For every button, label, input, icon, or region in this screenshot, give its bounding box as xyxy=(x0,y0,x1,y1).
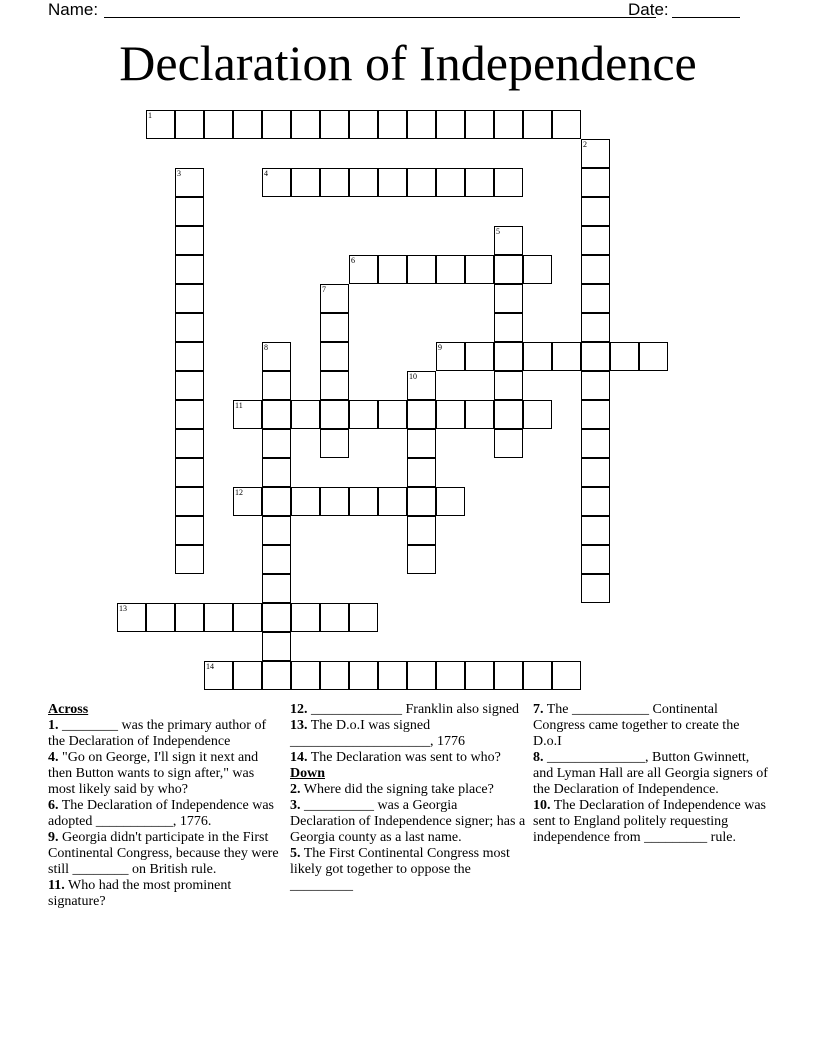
clue-number: 7 xyxy=(322,285,326,294)
grid-cell[interactable] xyxy=(465,400,494,429)
clue-down-8: 8. ______________, Button Gwinnett, and Lyman Hall are all Georgia signers of the Declaration of Independence. xyxy=(533,750,768,797)
grid-cell[interactable] xyxy=(349,400,378,429)
grid-cell[interactable] xyxy=(175,197,204,226)
clue-number: 9 xyxy=(438,343,442,352)
grid-cell[interactable] xyxy=(378,110,407,139)
grid-cell[interactable] xyxy=(581,516,610,545)
grid-cell[interactable] xyxy=(581,139,610,168)
grid-cell[interactable] xyxy=(436,342,465,371)
grid-cell[interactable] xyxy=(581,197,610,226)
clues-column-2 xyxy=(290,702,526,894)
across-heading: Across xyxy=(48,702,89,717)
clue-number: 2 xyxy=(583,140,587,149)
grid-cell[interactable] xyxy=(320,400,349,429)
grid-cell[interactable] xyxy=(233,487,262,516)
grid-cell[interactable] xyxy=(639,342,668,371)
grid-cell[interactable] xyxy=(610,342,639,371)
grid-cell[interactable] xyxy=(262,429,291,458)
clue-number: 12 xyxy=(235,488,243,497)
grid-cell[interactable] xyxy=(494,342,523,371)
grid-cell[interactable] xyxy=(378,255,407,284)
grid-cell[interactable] xyxy=(175,400,204,429)
grid-cell[interactable] xyxy=(407,458,436,487)
grid-cell[interactable] xyxy=(581,400,610,429)
grid-cell[interactable] xyxy=(349,255,378,284)
clues-column-1 xyxy=(48,702,282,954)
clue-down-7: 7. The ___________ Continental Congress came together to create the D.o.I xyxy=(533,702,740,749)
grid-cell[interactable] xyxy=(465,255,494,284)
grid-cell[interactable] xyxy=(146,110,175,139)
grid-cell[interactable] xyxy=(581,255,610,284)
grid-cell[interactable] xyxy=(378,487,407,516)
grid-cell[interactable] xyxy=(233,400,262,429)
grid-cell[interactable] xyxy=(175,516,204,545)
grid-cell[interactable] xyxy=(349,603,378,632)
grid-cell[interactable] xyxy=(581,168,610,197)
grid-cell[interactable] xyxy=(494,400,523,429)
clue-number: 6 xyxy=(351,256,355,265)
grid-cell[interactable] xyxy=(407,168,436,197)
grid-cell[interactable] xyxy=(407,429,436,458)
grid-cell[interactable] xyxy=(494,110,523,139)
clue-across-9: 9. Georgia didn't participate in the First Continental Congress, because they were still ________ on British rule. xyxy=(48,830,279,877)
clue-number: 1 xyxy=(148,111,152,120)
grid-cell[interactable] xyxy=(407,487,436,516)
clue-across-11: 11. Who had the most prominent signature? xyxy=(48,878,232,909)
grid-cell[interactable] xyxy=(175,545,204,574)
grid-cell[interactable] xyxy=(262,632,291,661)
grid-cell[interactable] xyxy=(320,342,349,371)
grid-cell[interactable] xyxy=(407,371,436,400)
grid-cell[interactable] xyxy=(465,342,494,371)
grid-cell[interactable] xyxy=(320,661,349,690)
grid-cell[interactable] xyxy=(320,313,349,342)
grid-cell[interactable] xyxy=(233,603,262,632)
grid-cell[interactable] xyxy=(581,545,610,574)
grid-cell[interactable] xyxy=(175,603,204,632)
grid-cell[interactable] xyxy=(175,110,204,139)
grid-cell[interactable] xyxy=(262,458,291,487)
grid-cell[interactable] xyxy=(320,371,349,400)
grid-cell[interactable] xyxy=(320,603,349,632)
grid-cell[interactable] xyxy=(436,168,465,197)
grid-cell[interactable] xyxy=(262,400,291,429)
clue-across-12: 12. _____________ Franklin also signed xyxy=(290,702,520,717)
grid-cell[interactable] xyxy=(552,661,581,690)
grid-cell[interactable] xyxy=(581,458,610,487)
grid-cell[interactable] xyxy=(349,487,378,516)
clue-number: 14 xyxy=(206,662,214,671)
grid-cell[interactable] xyxy=(175,458,204,487)
grid-cell[interactable] xyxy=(378,168,407,197)
grid-cell[interactable] xyxy=(320,168,349,197)
grid-cell[interactable] xyxy=(175,371,204,400)
grid-cell[interactable] xyxy=(320,429,349,458)
clue-number: 3 xyxy=(177,169,181,178)
grid-cell[interactable] xyxy=(494,255,523,284)
grid-cell[interactable] xyxy=(552,110,581,139)
clue-across-14: 14. The Declaration was sent to who? xyxy=(290,750,501,765)
grid-cell[interactable] xyxy=(407,545,436,574)
clue-across-4: 4. "Go on George, I'll sign it next and then Button wants to sign after," was most likely said by who? xyxy=(48,750,259,797)
grid-cell[interactable] xyxy=(291,661,320,690)
grid-cell[interactable] xyxy=(581,284,610,313)
grid-cell[interactable] xyxy=(581,342,610,371)
grid-cell[interactable] xyxy=(175,168,204,197)
grid-cell[interactable] xyxy=(175,284,204,313)
clue-across-6: 6. The Declaration of Independence was adopted ___________, 1776. xyxy=(48,798,274,829)
clue-down-3: 3. __________ was a Georgia Declaration of Independence signer; has a Georgia county as a last name. xyxy=(290,798,526,845)
clue-number: 13 xyxy=(119,604,127,613)
grid-cell[interactable] xyxy=(436,255,465,284)
grid-cell[interactable] xyxy=(262,371,291,400)
grid-cell[interactable] xyxy=(523,110,552,139)
grid-cell[interactable] xyxy=(320,110,349,139)
grid-cell[interactable] xyxy=(233,110,262,139)
grid-cell[interactable] xyxy=(262,342,291,371)
grid-cell[interactable] xyxy=(320,487,349,516)
grid-cell[interactable] xyxy=(262,168,291,197)
grid-cell[interactable] xyxy=(349,661,378,690)
grid-cell[interactable] xyxy=(291,168,320,197)
grid-cell[interactable] xyxy=(523,661,552,690)
clue-down-5: 5. The First Continental Congress most likely got together to oppose the _________ xyxy=(290,846,510,893)
clue-number: 11 xyxy=(235,401,243,410)
grid-cell[interactable] xyxy=(378,661,407,690)
grid-cell[interactable] xyxy=(291,400,320,429)
clues-column-3 xyxy=(533,702,769,846)
grid-cell[interactable] xyxy=(523,400,552,429)
grid-cell[interactable] xyxy=(581,226,610,255)
grid-cell[interactable] xyxy=(204,603,233,632)
grid-cell[interactable] xyxy=(436,400,465,429)
grid-cell[interactable] xyxy=(436,661,465,690)
grid-cell[interactable] xyxy=(552,342,581,371)
grid-cell[interactable] xyxy=(262,487,291,516)
grid-cell[interactable] xyxy=(494,284,523,313)
grid-cell[interactable] xyxy=(494,429,523,458)
clue-number: 5 xyxy=(496,227,500,236)
name-label: Name: xyxy=(48,0,99,19)
grid-cell[interactable] xyxy=(175,255,204,284)
grid-cell[interactable] xyxy=(175,342,204,371)
down-heading: Down xyxy=(290,766,326,781)
clue-down-2: 2. Where did the signing take place? xyxy=(290,782,494,797)
date-label: Date: xyxy=(628,0,669,19)
grid-cell[interactable] xyxy=(146,603,175,632)
grid-cell[interactable] xyxy=(291,603,320,632)
grid-cell[interactable] xyxy=(523,342,552,371)
grid-cell[interactable] xyxy=(262,516,291,545)
grid-cell[interactable] xyxy=(465,168,494,197)
grid-cell[interactable] xyxy=(581,574,610,603)
grid-cell[interactable] xyxy=(581,487,610,516)
page-title: Declaration of Independence xyxy=(119,35,697,91)
clue-number: 10 xyxy=(409,372,417,381)
grid-cell[interactable] xyxy=(175,313,204,342)
grid-cell[interactable] xyxy=(465,661,494,690)
grid-cell[interactable] xyxy=(523,255,552,284)
grid-cell[interactable] xyxy=(581,313,610,342)
grid-cell[interactable] xyxy=(175,429,204,458)
grid-cell[interactable] xyxy=(494,226,523,255)
grid-cell[interactable] xyxy=(320,284,349,313)
grid-cell[interactable] xyxy=(407,110,436,139)
grid-cell[interactable] xyxy=(349,110,378,139)
grid-cell[interactable] xyxy=(233,661,262,690)
grid-cell[interactable] xyxy=(407,255,436,284)
grid-cell[interactable] xyxy=(494,313,523,342)
grid-cell[interactable] xyxy=(465,110,494,139)
grid-cell[interactable] xyxy=(407,516,436,545)
grid-cell[interactable] xyxy=(436,110,465,139)
grid-cell[interactable] xyxy=(494,661,523,690)
clue-down-10: 10. The Declaration of Independence was sent to England politely requesting independence from _________ rule. xyxy=(533,798,766,845)
clue-across-1: 1. ________ was the primary author of the Declaration of Independence xyxy=(48,718,267,749)
grid-cell[interactable] xyxy=(291,487,320,516)
grid-cell[interactable] xyxy=(204,661,233,690)
grid-cell[interactable] xyxy=(378,400,407,429)
grid-cell[interactable] xyxy=(117,603,146,632)
grid-cell[interactable] xyxy=(262,545,291,574)
grid-cell[interactable] xyxy=(204,110,233,139)
grid-cell[interactable] xyxy=(407,661,436,690)
grid-cell[interactable] xyxy=(262,603,291,632)
clue-number: 4 xyxy=(264,169,268,178)
grid-cell[interactable] xyxy=(262,110,291,139)
grid-cell[interactable] xyxy=(436,487,465,516)
grid-cell[interactable] xyxy=(494,371,523,400)
grid-cell[interactable] xyxy=(175,226,204,255)
grid-cell[interactable] xyxy=(175,487,204,516)
grid-cell[interactable] xyxy=(407,400,436,429)
grid-cell[interactable] xyxy=(349,168,378,197)
clue-number: 8 xyxy=(264,343,268,352)
grid-cell[interactable] xyxy=(581,429,610,458)
grid-cell[interactable] xyxy=(494,168,523,197)
grid-cell[interactable] xyxy=(262,661,291,690)
grid-cell[interactable] xyxy=(291,110,320,139)
grid-cell[interactable] xyxy=(581,371,610,400)
grid-cell[interactable] xyxy=(262,574,291,603)
clue-across-13: 13. The D.o.I was signed ____________________, 1776 xyxy=(290,718,465,749)
